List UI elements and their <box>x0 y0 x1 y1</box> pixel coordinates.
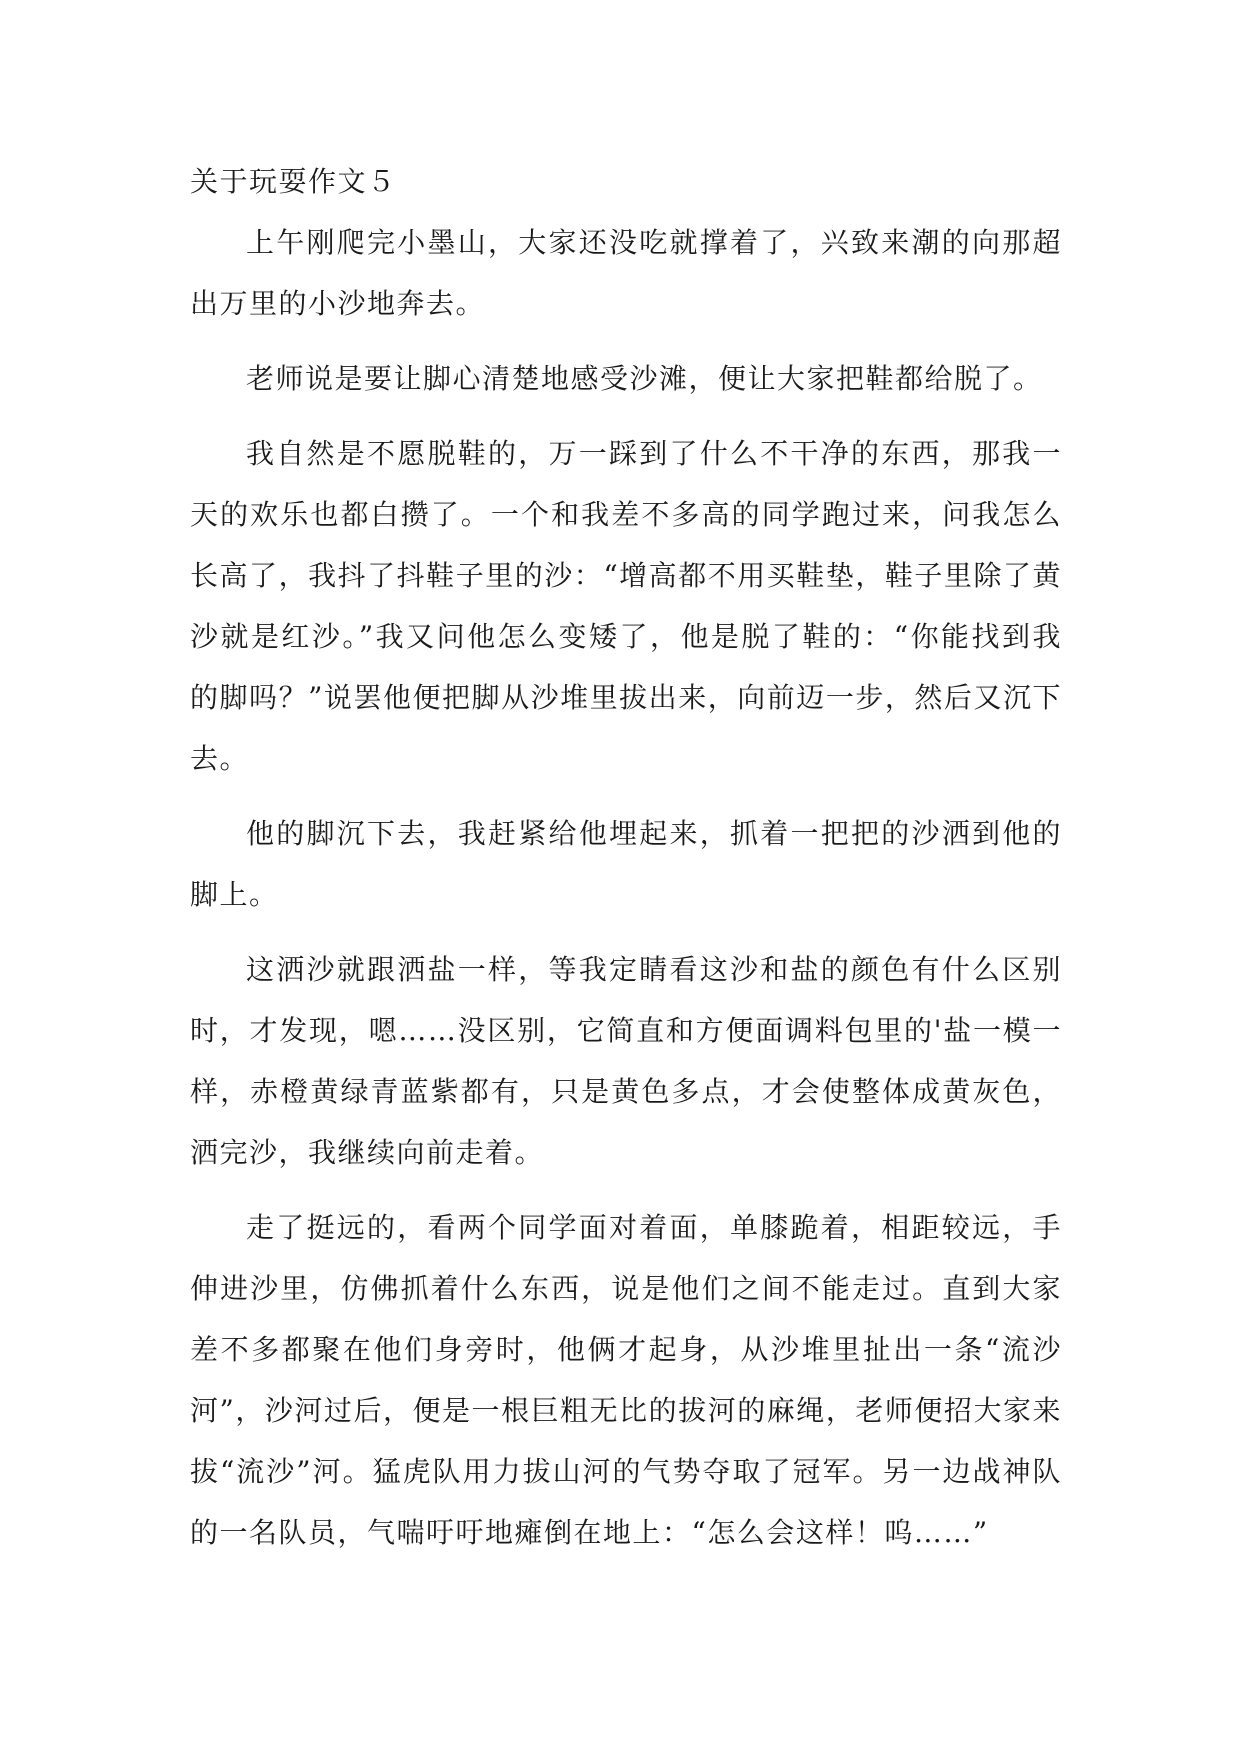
paragraph-2: 老师说是要让脚心清楚地感受沙滩，便让大家把鞋都给脱了。 <box>246 362 1043 395</box>
paragraph-4: 他的脚沉下去，我赶紧给他埋起来，抓着一把把的沙洒到他的脚上。 <box>190 817 1062 911</box>
paragraph-3: 我自然是不愿脱鞋的，万一踩到了什么不干净的东西，那我一天的欢乐也都白攒了。一个和我差不多高的同学跑过来，问我怎么长高了，我抖了抖鞋子里的沙：“增高都不用买鞋垫，鞋子里除了黄沙就是红沙。”我又问他怎么变矮了，他是脱了鞋的：“你能找到我的脚吗？”说罢他便把脚从沙堆里拔出来，向前迈一步，然后又沉下去。 <box>190 437 1062 775</box>
paragraph-6: 走了挺远的，看两个同学面对着面，单膝跪着，相距较远，手伸进沙里，仿佛抓着什么东西，说是他们之间不能走过。直到大家差不多都聚在他们身旁时，他俩才起身，从沙堆里扯出一条“流沙河”，沙河过后，便是一根巨粗无比的拔河的麻绳，老师便招大家来拔“流沙”河。猛虎队用力拔山河的气势夺取了冠军。另一边战神队的一名队员，气喘吁吁地瘫倒在地上：“怎么会这样！呜……” <box>190 1211 1062 1549</box>
paragraph-5: 这洒沙就跟洒盐一样，等我定睛看这沙和盐的颜色有什么区别时，才发现，嗯……没区别，它简直和方便面调料包里的'盐一模一样，赤橙黄绿青蓝紫都有，只是黄色多点，才会使整体成黄灰色，洒完沙，我继续向前走着。 <box>190 953 1062 1169</box>
paragraph-1: 上午刚爬完小墨山，大家还没吃就撑着了，兴致来潮的向那超出万里的小沙地奔去。 <box>190 226 1062 320</box>
document-body <box>190 162 1062 1563</box>
document-title: 关于玩耍作文５ <box>190 165 397 198</box>
